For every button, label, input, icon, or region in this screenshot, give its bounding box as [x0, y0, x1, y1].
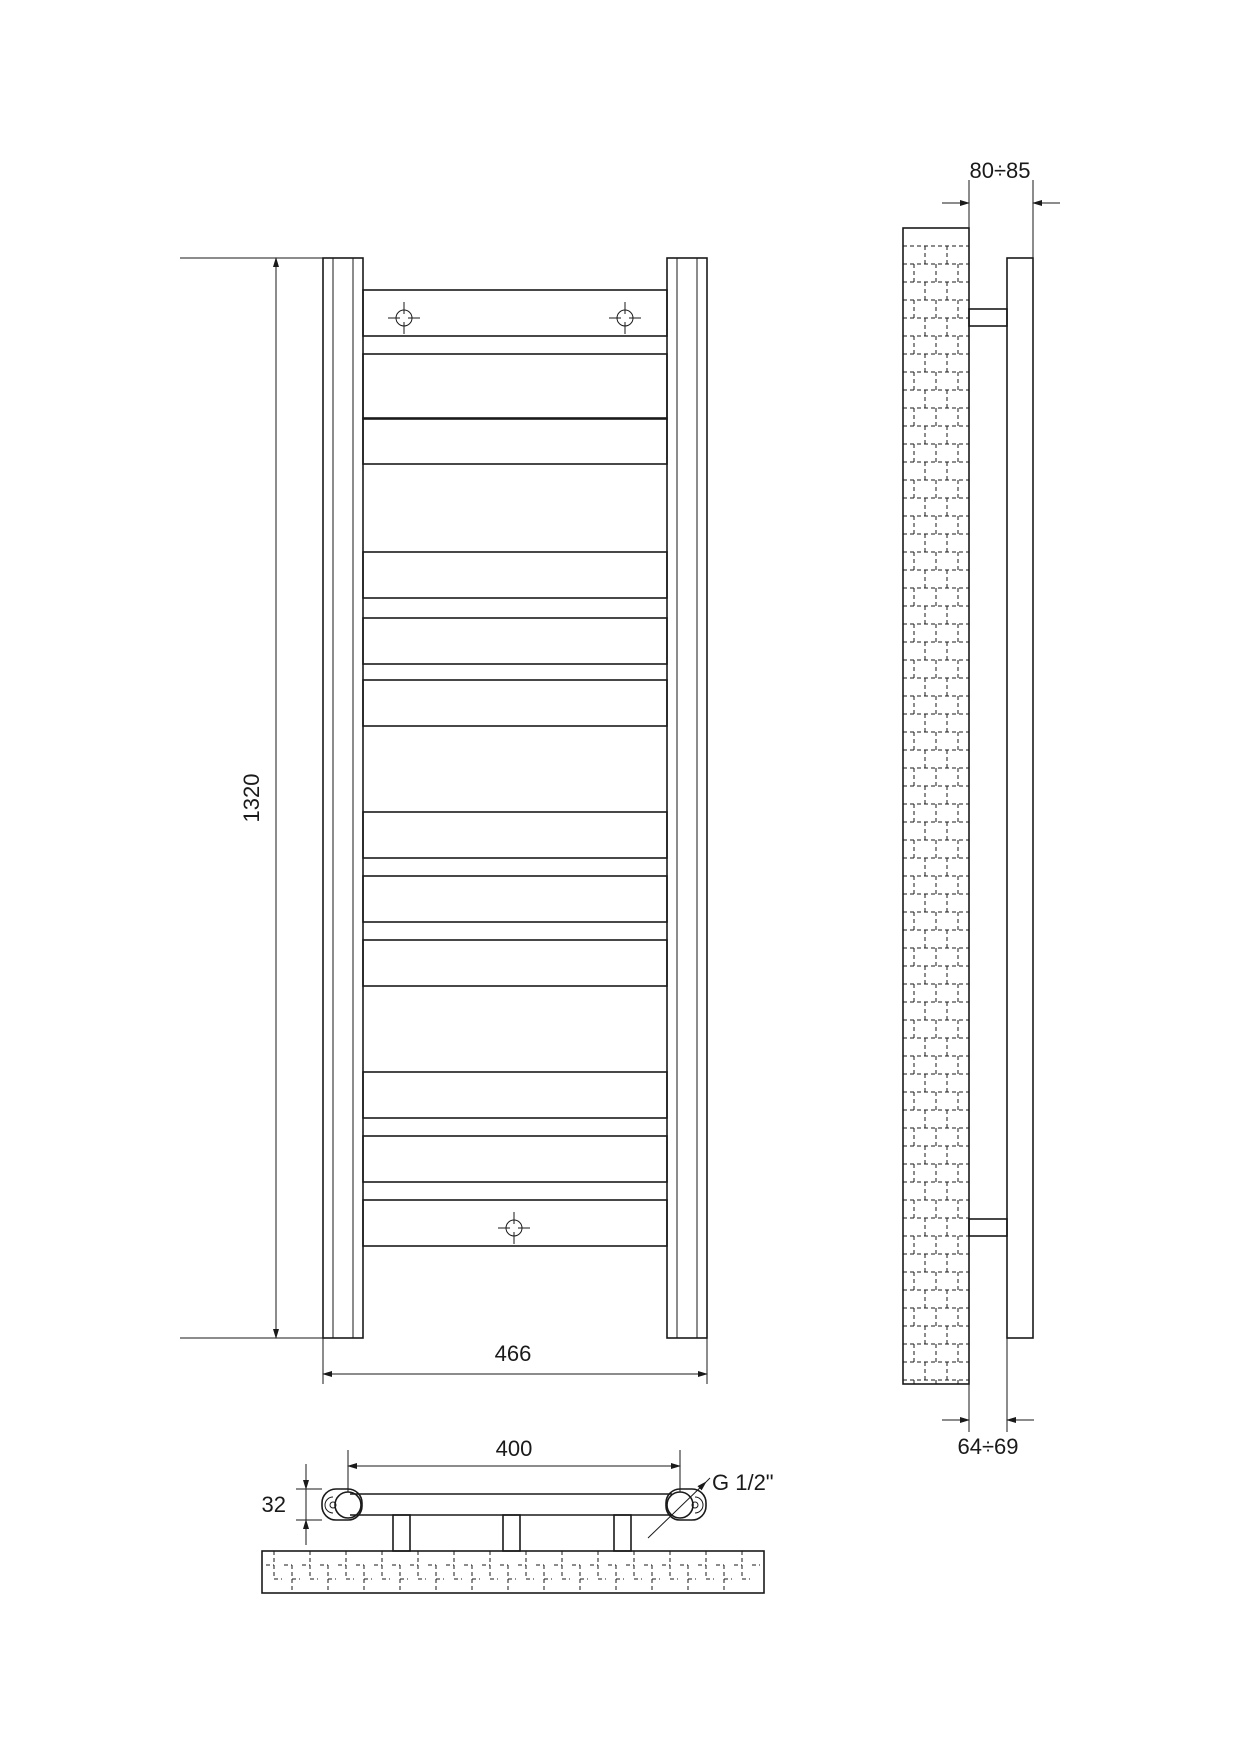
depth-dimension — [262, 1464, 322, 1545]
pipe-spacing-dimension — [348, 1436, 680, 1492]
mounting-point-icon — [609, 302, 641, 334]
width-dimension — [323, 1338, 707, 1384]
rail — [363, 1200, 667, 1246]
side-view — [903, 158, 1060, 1459]
height-label: 1320 — [239, 773, 264, 823]
mounting-point-icon — [388, 302, 420, 334]
wall-section-side — [903, 228, 969, 1384]
height-dimension — [180, 258, 323, 1338]
mounting-point-icon — [498, 1212, 530, 1244]
pipe-spacing-label: 400 — [495, 1436, 533, 1461]
wall-distance-bottom-label: 64÷69 — [957, 1434, 1019, 1459]
horizontal-rails — [363, 290, 667, 1246]
right-upright — [667, 258, 707, 1338]
rail — [363, 1136, 667, 1182]
rail — [363, 940, 667, 986]
wall-section-top — [262, 1551, 764, 1593]
wall-distance-top-dimension — [942, 158, 1060, 258]
rail — [363, 876, 667, 922]
rail — [363, 290, 667, 336]
radiator-profile — [1007, 258, 1033, 1338]
rail — [363, 552, 667, 598]
rail — [363, 680, 667, 726]
depth-label: 32 — [261, 1492, 286, 1517]
thread-label: G 1/2" — [712, 1470, 774, 1495]
rail — [363, 618, 667, 664]
spacer — [503, 1515, 520, 1551]
rail — [363, 812, 667, 858]
rail — [363, 354, 667, 419]
wall-distance-bottom-dimension — [942, 1338, 1034, 1459]
top-view — [262, 1436, 774, 1593]
rail — [363, 1072, 667, 1118]
rail — [363, 418, 667, 464]
width-label: 466 — [494, 1341, 532, 1366]
left-upright — [323, 258, 363, 1338]
spacer — [614, 1515, 631, 1551]
front-view — [180, 258, 707, 1384]
wall-bracket — [969, 1219, 1007, 1236]
spacer — [393, 1515, 410, 1551]
wall-bracket — [969, 309, 1007, 326]
wall-distance-top-label: 80÷85 — [969, 158, 1031, 183]
